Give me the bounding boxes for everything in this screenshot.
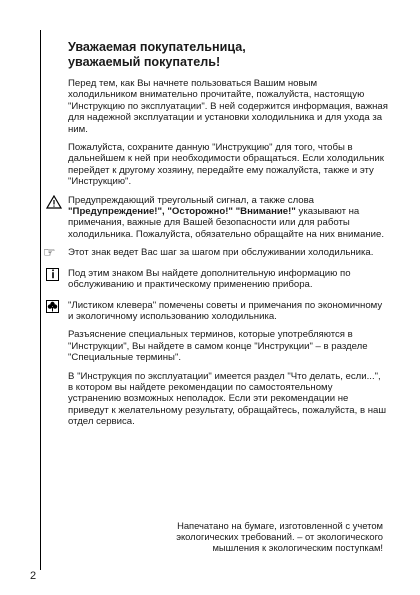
warning-text-lead: Предупреждающий треугольный сигнал, а также слова — [68, 194, 314, 206]
info-icon — [46, 268, 59, 281]
page-content — [43, 40, 388, 435]
warning-text-rest: указывают на примечания, важные для Вашей безопасности или для работы холодильника. Пожалуйста, обязательно обращайте на них внимание. — [68, 206, 384, 240]
title-line-1: Уважаемая покупательница, — [68, 40, 246, 54]
step-note-text: Этот знак ведет Вас шаг за шагом при обслуживании холодильника. — [68, 247, 374, 259]
margin-rule — [40, 30, 41, 570]
page-title — [68, 40, 388, 70]
keep-manual-paragraph: Пожалуйста, сохраните данную "Инструкцию" для того, чтобы в дальнейшем к ней при необходимости обращаться. Если холодильник перейдет к другому хозяину, передайте ему пожалуйста, также и эту "Инструкцию". — [68, 142, 384, 188]
clover-leaf-icon — [46, 300, 59, 313]
page-number: 2 — [30, 570, 37, 582]
clover-note — [68, 300, 388, 323]
footer-line-3: мышления к экологическим поступкам! — [212, 542, 383, 554]
troubleshooting-paragraph: В "Инструкция по эксплуатации" имеется раздел "Что делать, если...", в котором вы найдете рекомендации по самостоятельному устранению возможных неполадок. Если эти рекомендации не приведут к желательному результату, обращайтесь, пожалуйста, в наш отдел сервиса. — [68, 370, 387, 428]
pointing-hand-icon: ☞ — [43, 244, 56, 261]
warning-triangle-icon — [46, 195, 62, 211]
intro-paragraph: Перед тем, как Вы начнете пользоваться Вашим новым холодильником внимательно прочитайте, пожалуйста, настоящую "Инструкцию по эксплуатации". В ней содержится информация, важная для надежной эксплуатации и установки холодильника и для ухода за ним. — [68, 78, 388, 135]
warning-note — [68, 195, 388, 241]
title-line-2: уважаемый покупатель! — [68, 55, 221, 69]
footer-line-2: экологических требований. – от экологического — [176, 531, 383, 543]
eco-footer — [176, 520, 383, 554]
footer-line-1: Напечатано на бумаге, изготовленной с учетом — [177, 520, 383, 531]
info-note-text: Под этим знаком Вы найдете дополнительную информацию по обслуживанию и практическому применению прибора. — [68, 267, 351, 291]
step-note — [43, 244, 388, 261]
terms-paragraph: Разъяснение специальных терминов, которые употребляются в "Инструкции", Вы найдете в самом конце "Инструкции" – в разделе "Специальные термины". — [68, 329, 368, 364]
clover-note-text: "Листиком клевера" помечены советы и примечания по экономичному и экологичному использованию холодильника. — [68, 299, 383, 322]
warning-keywords: "Предупреждение!", "Осторожно!" "Внимание!" — [68, 206, 296, 218]
info-note — [68, 268, 388, 291]
